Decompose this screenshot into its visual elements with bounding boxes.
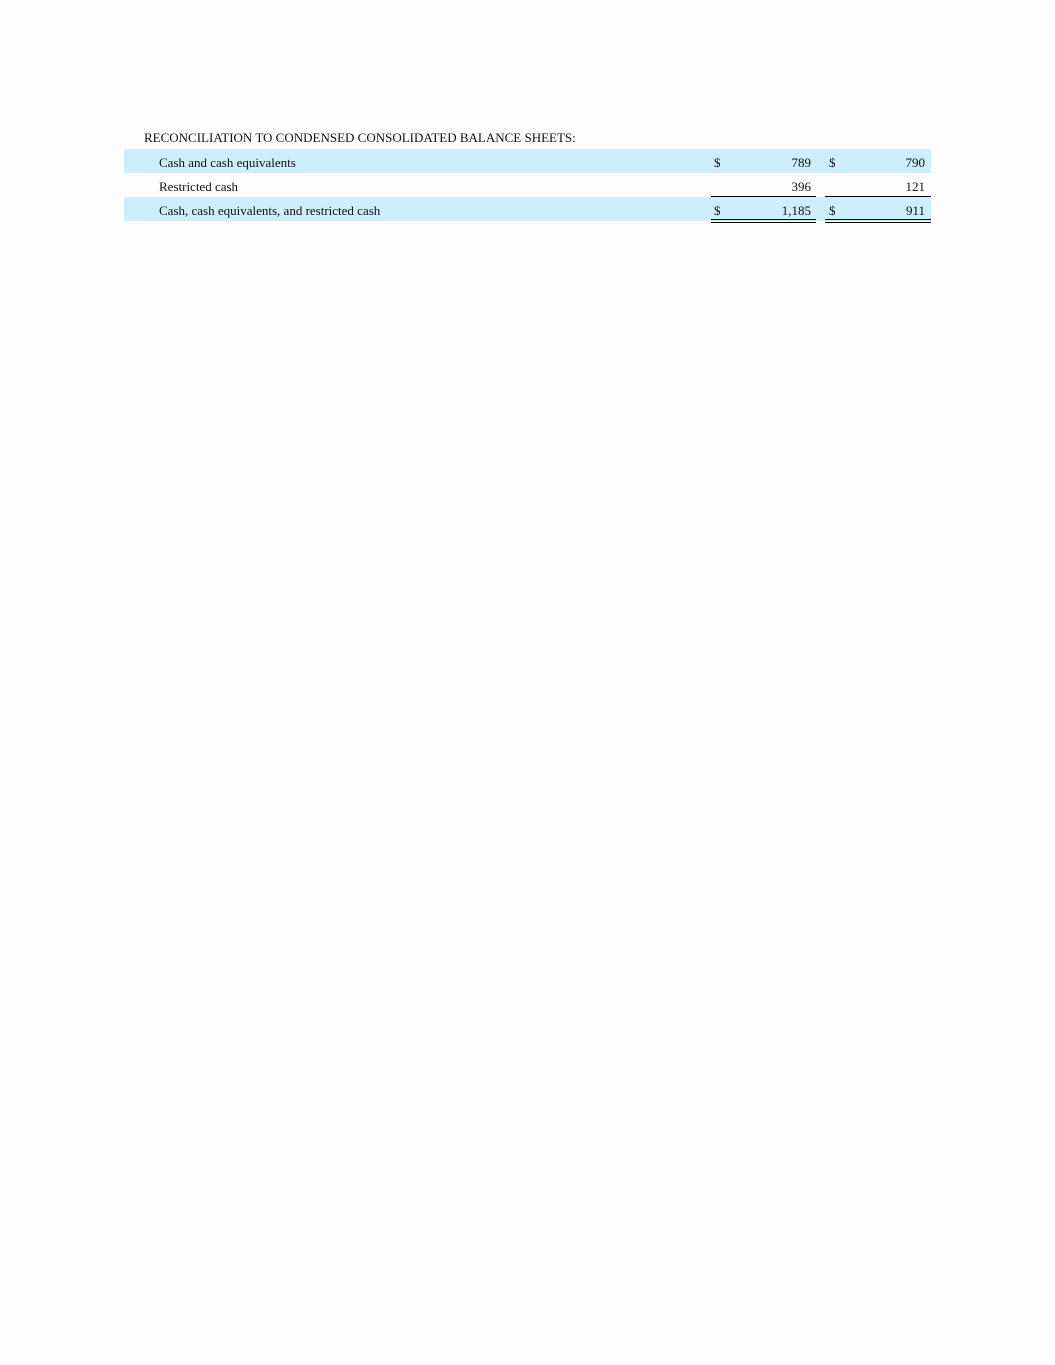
- row-label: Restricted cash: [159, 179, 239, 194]
- amount-value: 789: [791, 155, 811, 170]
- currency-symbol: $: [829, 155, 836, 170]
- total-double-rule: [711, 219, 816, 223]
- subtotal-rule: [711, 196, 816, 197]
- table-row: [124, 149, 931, 173]
- row-label: Cash and cash equivalents: [159, 155, 296, 170]
- currency-symbol: $: [714, 155, 721, 170]
- amount-value: 790: [905, 155, 925, 170]
- amount-value: 396: [791, 179, 811, 194]
- row-label: Cash, cash equivalents, and restricted cash: [159, 203, 381, 218]
- table-row: [124, 173, 931, 197]
- amount-value: 121: [905, 179, 925, 194]
- amount-value: 911: [905, 203, 925, 218]
- amount-value: 1,185: [781, 203, 811, 218]
- subtotal-rule: [825, 196, 931, 197]
- currency-symbol: $: [829, 203, 836, 218]
- section-title: RECONCILIATION TO CONDENSED CONSOLIDATED BALANCE SHEETS:: [144, 130, 576, 145]
- total-double-rule: [825, 219, 931, 223]
- table-row: [124, 197, 931, 221]
- currency-symbol: $: [714, 203, 721, 218]
